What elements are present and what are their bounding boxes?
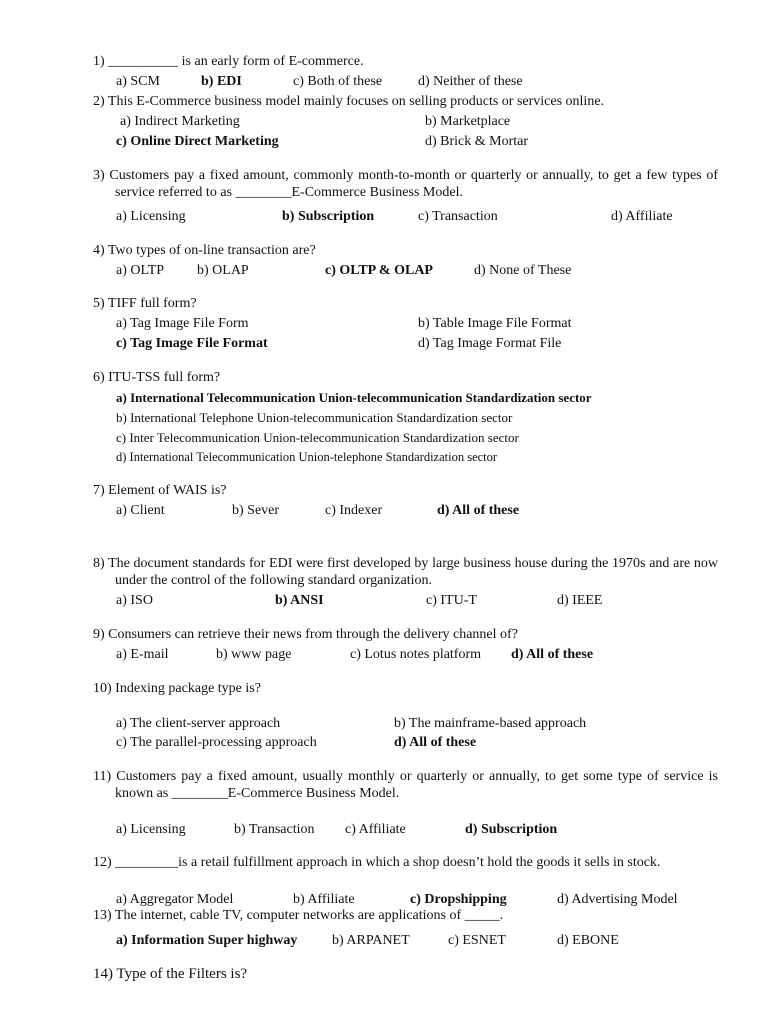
- question-1: 1) __________ is an early form of E-commerce.: [93, 54, 364, 69]
- q9-option-d-answer: d) All of these: [511, 647, 594, 662]
- q5-option-b: b) Table Image File Format: [418, 316, 572, 331]
- question-10: 10) Indexing package type is?: [93, 681, 261, 696]
- q2-option-c-answer: c) Online Direct Marketing: [116, 134, 279, 149]
- q6-option-d: d) International Telecommunication Union-telephone Standardization sector: [116, 450, 498, 464]
- q1-option-a: a) SCM: [116, 74, 160, 89]
- q7-option-b: b) Sever: [232, 503, 280, 518]
- q1-option-c: c) Both of these: [293, 74, 383, 89]
- q1-option-d: d) Neither of these: [418, 74, 523, 89]
- q4-option-b: b) OLAP: [197, 263, 249, 278]
- q11-option-b: b) Transaction: [234, 822, 315, 837]
- question-7: 7) Element of WAIS is?: [93, 483, 227, 498]
- q8-option-b-answer: b) ANSI: [275, 593, 324, 608]
- q6-option-b: b) International Telephone Union-telecommunication Standardization sector: [116, 410, 513, 425]
- q12-option-c-answer: c) Dropshipping: [410, 892, 507, 907]
- q13-option-a-answer: a) Information Super highway: [116, 933, 298, 948]
- question-12: 12) _________is a retail fulfillment approach in which a shop doesn’t hold the goods it sells in stock.: [93, 855, 661, 870]
- q10-option-c: c) The parallel-processing approach: [116, 735, 317, 750]
- question-8: 8) The document standards for EDI were first developed by large business house during the 1970s and are now under the control of the following standard organization.: [93, 556, 718, 588]
- q6-option-c: c) Inter Telecommunication Union-telecommunication Standardization sector: [116, 430, 519, 445]
- q5-option-a: a) Tag Image File Form: [116, 316, 249, 331]
- q4-option-d: d) None of These: [474, 263, 572, 278]
- q13-option-d: d) EBONE: [557, 933, 619, 948]
- q3-option-c: c) Transaction: [418, 209, 498, 224]
- question-2: 2) This E-Commerce business model mainly focuses on selling products or services online.: [93, 94, 605, 109]
- question-5: 5) TIFF full form?: [93, 296, 197, 311]
- q10-option-a: a) The client-server approach: [116, 716, 281, 731]
- q8-option-c: c) ITU-T: [426, 593, 477, 608]
- q11-option-c: c) Affiliate: [345, 822, 406, 837]
- q12-option-b: b) Affiliate: [293, 892, 355, 907]
- q2-option-b: b) Marketplace: [425, 114, 511, 129]
- q7-option-a: a) Client: [116, 503, 165, 518]
- q4-option-c-answer: c) OLTP & OLAP: [325, 263, 433, 278]
- q3-option-b-answer: b) Subscription: [282, 209, 375, 224]
- q9-option-a: a) E-mail: [116, 647, 169, 662]
- q13-option-c: c) ESNET: [448, 933, 506, 948]
- question-9: 9) Consumers can retrieve their news from through the delivery channel of?: [93, 627, 518, 642]
- question-11: 11) Customers pay a fixed amount, usually monthly or quarterly or annually, to get some type of service is known as ________E-Commerce Business Model.: [93, 769, 718, 801]
- q2-option-d: d) Brick & Mortar: [425, 134, 529, 149]
- q8-option-d: d) IEEE: [557, 593, 603, 608]
- question-4: 4) Two types of on-line transaction are?: [93, 243, 316, 258]
- q9-option-c: c) Lotus notes platform: [350, 647, 482, 662]
- question-13: 13) The internet, cable TV, computer networks are applications of _____.: [93, 908, 504, 923]
- q5-option-d: d) Tag Image Format File: [418, 336, 562, 351]
- q12-option-d: d) Advertising Model: [557, 892, 678, 907]
- q11-option-d-answer: d) Subscription: [465, 822, 558, 837]
- q1-option-b-answer: b) EDI: [201, 74, 242, 89]
- q2-option-a: a) Indirect Marketing: [120, 114, 240, 129]
- q10-option-d-answer: d) All of these: [394, 735, 477, 750]
- q13-option-b: b) ARPANET: [332, 933, 410, 948]
- q3-option-a: a) Licensing: [116, 209, 186, 224]
- q12-option-a: a) Aggregator Model: [116, 892, 234, 907]
- q9-option-b: b) www page: [216, 647, 292, 662]
- q4-option-a: a) OLTP: [116, 263, 165, 278]
- q8-option-a: a) ISO: [116, 593, 153, 608]
- question-3: 3) Customers pay a fixed amount, commonly month-to-month or quarterly or annually, to get a few types of service referred to as ________E-Commerce Business Model.: [93, 168, 718, 200]
- q6-option-a-answer: a) International Telecommunication Union-telecommunication Standardization sector: [116, 390, 592, 405]
- q11-option-a: a) Licensing: [116, 822, 186, 837]
- q7-option-c: c) Indexer: [325, 503, 383, 518]
- q3-option-d: d) Affiliate: [611, 209, 673, 224]
- q10-option-b: b) The mainframe-based approach: [394, 716, 587, 731]
- question-14: 14) Type of the Filters is?: [93, 966, 248, 982]
- question-6: 6) ITU-TSS full form?: [93, 370, 221, 385]
- q5-option-c-answer: c) Tag Image File Format: [116, 336, 268, 351]
- q7-option-d-answer: d) All of these: [437, 503, 520, 518]
